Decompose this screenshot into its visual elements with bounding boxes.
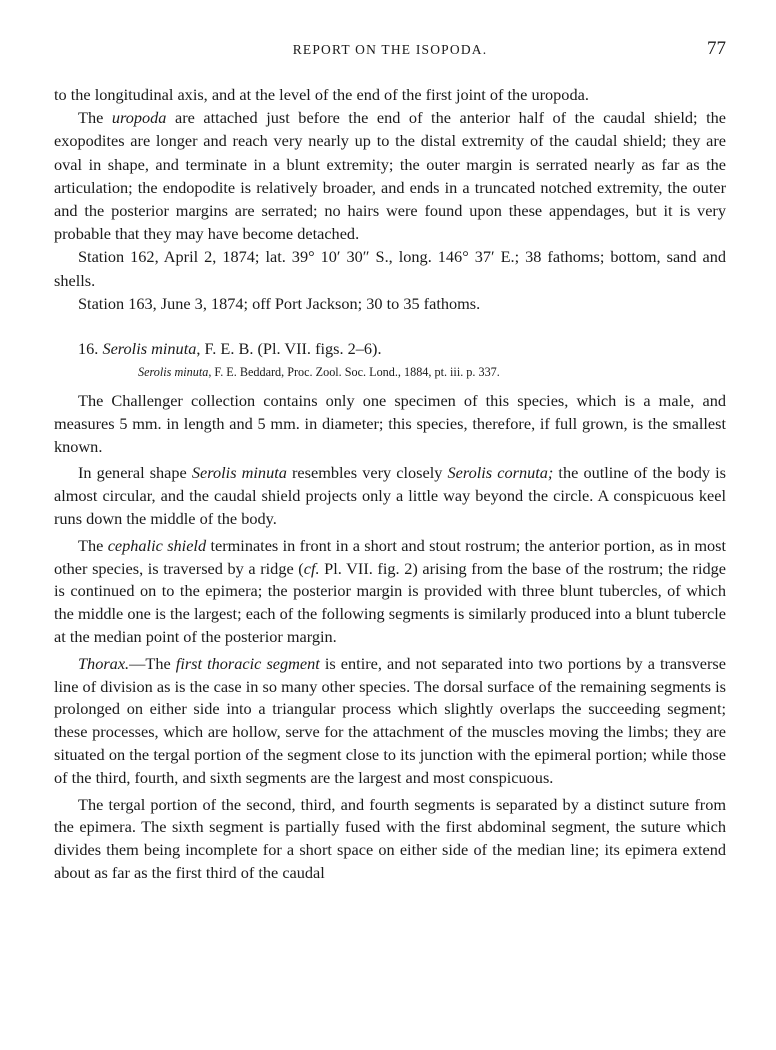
species-heading: 16. Serolis minuta, F. E. B. (Pl. VII. figs. 2–6). [78,339,382,359]
paragraph-cephalic-shield: The cephalic shield terminates in front in a short and stout rostrum; the anterior portion, as in most other species, is traversed by a ridge (cf. Pl. VII. fig. 2) arising from the base of the rostrum; the ridge is continued on to the epimera; the posterior margin is provided with three blunt tubercles, of which the middle one is the largest; each of the following segments is similarly produced into a blunt tubercle at the median point of the posterior margin. [54,535,727,646]
station-162: Station 162, April 2, 1874; lat. 39° 10′ 30″ S., long. 146° 37′ E.; 38 fathoms; bottom, sand and shells. [54,247,726,290]
paragraph-thorax: Thorax.—The first thoracic segment is entire, and not separated into two portions by a transverse line of division as is the case in so many other species. The dorsal surface of the remaining segments is prolonged on either side into a triangular process which slightly overlaps the succeeding segment; these processes, which are hollow, serve for the attachment of the muscles moving the limbs; they are situated on the tergal portion of the segment close to its junction with the epimeral portion; while those of the third, fourth, and sixth segments are the largest and most conspicuous. [54,653,726,787]
paragraph-tergal-portion: The tergal portion of the second, third, and fourth segments is separated by a distinct suture from the epimera. The sixth segment is partially fused with the first abdominal segment, the suture which divides them being incomplete for a short space on either side of the median line; its epimera extend about as far as the first third of the caudal [54,794,726,882]
page-number: 77 [707,38,726,59]
page-header [54,38,726,64]
running-head: REPORT ON THE ISOPODA. [292,42,488,57]
page [54,38,726,885]
paragraph-collection: The Challenger collection contains only one specimen of this species, which is a male, and measures 5 mm. in length and 5 mm. in diameter; this species, therefore, if full grown, is the smallest known. [54,391,726,456]
species-citation: Serolis minuta, F. E. Beddard, Proc. Zool. Soc. Lond., 1884, pt. iii. p. 337. [138,365,500,380]
paragraph-uropoda: The uropoda are attached just before the end of the anterior half of the caudal shield; the exopodites are longer and reach very nearly up to the distal extremity of the caudal shield; they are oval in shape, and terminate in a blunt extremity; the outer margin is serrated nearly as far as the articulation; the endopodite is relatively broader, and ends in a truncated notched extremity, the outer and the posterior margins are serrated; no hairs were found upon these appendages, but it is very probable that they may have become detached. [54,108,726,244]
species-description [54,390,726,885]
station-163: Station 163, June 3, 1874; off Port Jackson; 30 to 35 fathoms. [78,293,481,313]
paragraph-general-shape: In general shape Serolis minuta resembles very closely Serolis cornuta; the outline of the body is almost circular, and the caudal shield projects only a little way beyond the circle. A conspicuous keel runs down the middle of the body. [54,463,727,529]
paragraph-continued: to the longitudinal axis, and at the level of the end of the first joint of the uropoda. [54,85,589,104]
